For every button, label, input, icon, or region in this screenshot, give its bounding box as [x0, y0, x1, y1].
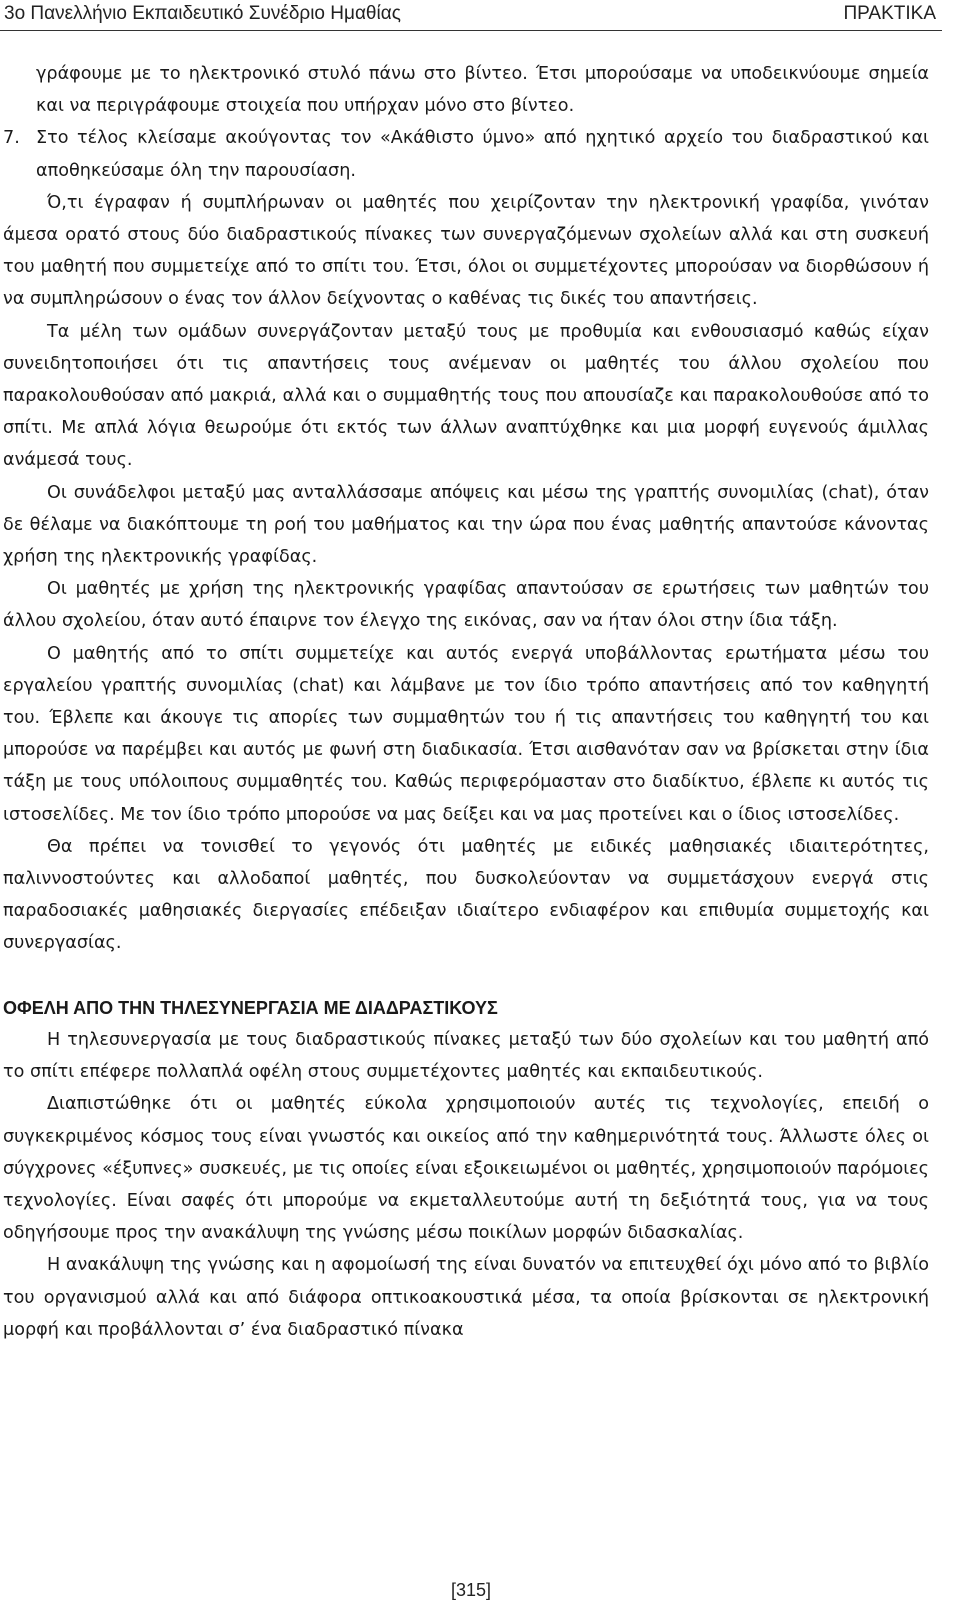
numbered-item-7 — [3, 122, 929, 186]
section-heading: ΟΦΕΛΗ ΑΠΟ ΤΗΝ ΤΗΛΕΣΥΝΕΡΓΑΣΙΑ ΜΕ ΔΙΑΔΡΑΣΤΙΚΟΥΣ — [3, 997, 498, 1018]
proceedings-label: ΠΡΑΚΤΙΚΑ — [843, 3, 936, 24]
section-paragraph: Διαπιστώθηκε ότι οι μαθητές εύκολα χρησιμοποιούν αυτές τις τεχνολογίες, επειδή ο συγκεκριμένος κόσμος τους είναι γνωστός και οικείος από την καθημερινότητά τους. Άλλωστε όλες οι σύγχρονες «έξυπνες» συσκευές, με τις οποίες είναι εξοικειωμένοι οι μαθητές, χρησιμοποιούν παρόμοιες τεχνολογίες. Είναι σαφές ότι μπορούμε να εκμεταλλευτούμε αυτή τη δεξιότητά τους, για να τους οδηγήσουμε προς την ανακάλυψη της γνώσης μέσω ποικίλων μορφών διδασκαλίας. — [3, 1094, 929, 1244]
conference-title: 3ο Πανελλήνιο Εκπαιδευτικό Συνέδριο Ημαθίας — [4, 3, 401, 24]
page-header — [0, 0, 942, 31]
item-text: Στο τέλος κλείσαμε ακούγοντας τον «Ακάθιστο ύμνο» από ηχητικό αρχείο του διαδραστικού και αποθηκεύσαμε όλη την παρουσίαση. — [36, 128, 929, 181]
paragraph: Ό,τι έγραφαν ή συμπλήρωναν οι μαθητές που χειρίζονταν την ηλεκτρονική γραφίδα, γινόταν άμεσα ορατό στους δύο διαδραστικούς πίνακες των συνεργαζόμενων σχολείων αλλά και στη συσκευή του μαθητή που συμμετείχε από το σπίτι του. Έτσι, όλοι οι συμμετέχοντες μπορούσαν να διορθώσουν ή να συμπληρώσουν ο ένας τον άλλον δείχνοντας ο καθένας τις δικές του απαντήσεις. — [3, 192, 929, 310]
page-number: [315] — [450, 1580, 492, 1600]
section-paragraph: Η τηλεσυνεργασία με τους διαδραστικούς πίνακες μεταξύ των δύο σχολείων και του μαθητή από το σπίτι επέφερε πολλαπλά οφέλη στους συμμετέχοντες μαθητές και εκπαιδευτικούς. — [3, 1029, 929, 1083]
section-paragraph: Η ανακάλυψη της γνώσης και η αφομοίωσή της είναι δυνατόν να επιτευχθεί όχι μόνο από το βιβλίο του οργανισμού αλλά και από διάφορα οπτικοακουστικά μέσα, τα οποία βρίσκονται σε ηλεκτρονική μορφή και προβάλλονται σ’ ένα διαδραστικό πίνακα — [3, 1255, 929, 1340]
paragraph: Ο μαθητής από το σπίτι συμμετείχε και αυτός ενεργά υποβάλλοντας ερωτήματα μέσω του εργαλείου γραπτής συνομιλίας (chat) και λάμβανε με τον ίδιο τρόπο απαντήσεις από τον καθηγητή του. Έβλεπε και άκουγε τις απορίες των συμμαθητών του ή τις απαντήσεις του καθηγητή του και μπορούσε να παρέμβει και αυτός με φωνή στη διαδικασία. Έτσι αισθανόταν σαν να βρίσκεται στην ίδια τάξη με τους υπόλοιπους συμμαθητές του. Καθώς περιφερόμασταν στο διαδίκτυο, έβλεπε κι αυτός τις ιστοσελίδες. Με τον ίδιο τρόπο μπορούσε να μας δείξει και να μας προτείνει και ο ίδιος ιστοσελίδες. — [3, 643, 929, 825]
paragraph: Θα πρέπει να τονισθεί το γεγονός ότι μαθητές με ειδικές μαθησιακές ιδιαιτερότητες, παλιννοστούντες και αλλοδαποί μαθητές, που δυσκολεύονταν να συμμετάσχουν ενεργά στις παραδοσιακές μαθησιακές διεργασίες επέδειξαν ιδιαίτερο ενδιαφέρον και επιθυμία συμμετοχής και συνεργασίας. — [3, 836, 929, 954]
document-body — [3, 58, 929, 1346]
continuation-paragraph: γράφουμε με το ηλεκτρονικό στυλό πάνω στο βίντεο. Έτσι μπορούσαμε να υποδεικνύουμε σημεία και να περιγράφουμε στοιχεία που υπήρχαν μόνο στο βίντεο. — [36, 64, 929, 117]
paragraph: Οι συνάδελφοι μεταξύ μας ανταλλάσσαμε απόψεις και μέσω της γραπτής συνομιλίας (chat), όταν δε θέλαμε να διακόπτουμε τη ροή του μαθήματος και την ώρα που ένας μαθητής απαντούσε κάνοντας χρήση της ηλεκτρονικής γραφίδας. — [3, 482, 929, 568]
item-number: 7. — [3, 128, 20, 149]
paragraph: Τα μέλη των ομάδων συνεργάζονταν μεταξύ τους με προθυμία και ενθουσιασμό καθώς είχαν συνειδητοποιήσει ότι τις απαντήσεις τους ανέμεναν οι μαθητές του άλλου σχολείου που παρακολουθούσαν από μακριά, αλλά και ο συμμαθητής τους που απουσίαζε και παρακολουθούσε από το σπίτι. Με απλά λόγια θεωρούμε ότι εκτός των άλλων αναπτύχθηκε και μια μορφή ευγενούς άμιλλας ανάμεσά τους. — [3, 321, 929, 471]
paragraph: Οι μαθητές με χρήση της ηλεκτρονικής γραφίδας απαντούσαν σε ερωτήσεις των μαθητών του άλλου σχολείου, όταν αυτό έπαιρνε τον έλεγχο της εικόνας, σαν να ήταν όλοι στην ίδια τάξη. — [3, 579, 929, 632]
